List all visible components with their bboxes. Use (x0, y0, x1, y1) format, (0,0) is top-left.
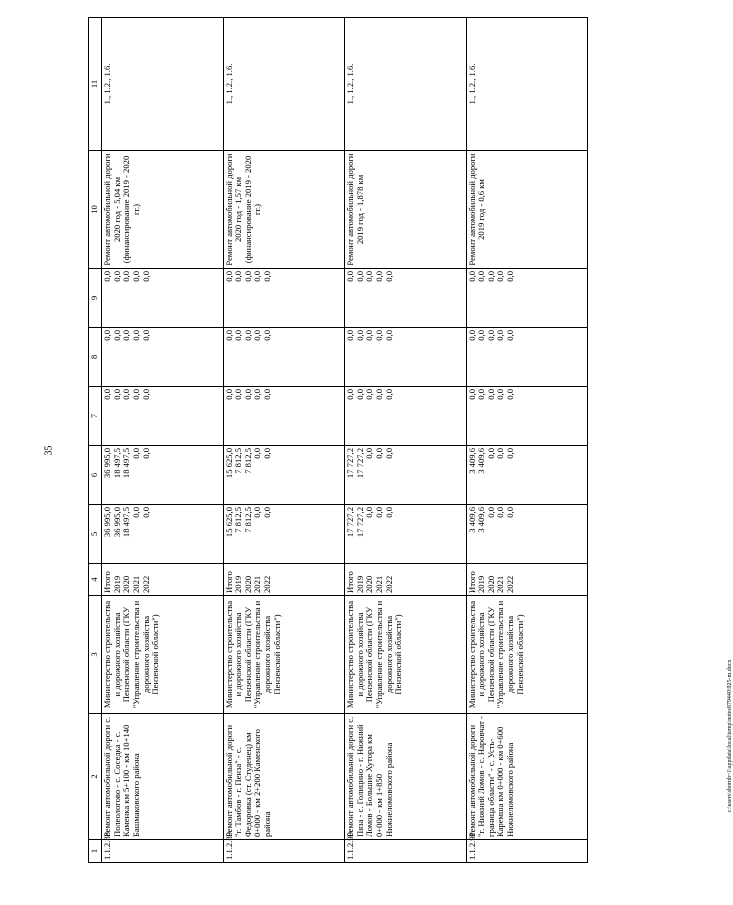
col8-values-value: 0,0 (476, 330, 487, 341)
col6-values-value: 0,0 (130, 448, 141, 459)
col8-values-value: 0,0 (233, 330, 244, 341)
col5-values-value: 0,0 (505, 507, 515, 518)
row-number: 1.1.2.89. (223, 840, 345, 863)
column-number-8: 8 (89, 328, 102, 387)
indicator-reference: 1., 1.2., 1.6. (466, 18, 588, 151)
col5-values-value: 36 995,0 (111, 507, 122, 538)
expected-result: Ремонт автомобильной дороги 2020 год - 1,57 км (финансирование 2019 - 2020 гг.) (223, 151, 345, 269)
col8-values-value: 0,0 (495, 330, 506, 341)
col6-values-value: 18 497,5 (111, 448, 122, 479)
col5-values-value: 15 625,0 (223, 507, 234, 538)
col9-values (466, 269, 588, 328)
table-row (223, 18, 345, 863)
col8-values-value: 0,0 (364, 330, 375, 341)
column-number-9: 9 (89, 269, 102, 328)
col7-values-value: 0,0 (111, 389, 122, 400)
years-list-value: 2021 (252, 575, 263, 593)
col8-values-value: 0,0 (383, 330, 394, 341)
object-name: Ремонт автомобильной дороги "г. Тамбов - г. Пенза" - с. Федоровка (ст. Студенец) км 0+000 - км 2+200 Каменского района (223, 714, 345, 840)
column-number-3: 3 (89, 596, 102, 714)
col5-values-value: 0,0 (495, 507, 506, 518)
years-list-value: 2019 (233, 575, 244, 593)
col9-values-value: 0,0 (130, 271, 141, 282)
col9-values-value: 0,0 (233, 271, 244, 282)
col7-values-value: 0,0 (345, 389, 355, 400)
col6-values-value: 0,0 (383, 448, 394, 459)
years-list-value: 2021 (495, 575, 506, 593)
years-list-value: 2022 (140, 575, 151, 593)
col5-values (345, 505, 467, 564)
column-number-7: 7 (89, 387, 102, 446)
col6-values (345, 446, 467, 505)
col9-values (102, 269, 224, 328)
col8-values-value: 0,0 (121, 330, 132, 341)
years-list-value: 2022 (383, 575, 394, 593)
column-number-11: 11 (89, 18, 102, 151)
col5-values-value: 0,0 (140, 507, 151, 518)
col6-values-value: 7 812,5 (233, 448, 244, 474)
col7-values-value: 0,0 (130, 389, 141, 400)
program-table (88, 17, 588, 863)
col5-values-value: 3 409,6 (476, 507, 487, 533)
col5-values-value: 0,0 (364, 507, 375, 518)
years-list-value: 2020 (485, 575, 496, 593)
col5-values-value: 0,0 (130, 507, 141, 518)
col9-values-value: 0,0 (495, 271, 506, 282)
years-list-value: 2020 (364, 575, 375, 593)
col9-values-value: 0,0 (485, 271, 496, 282)
col6-values-value: 0,0 (364, 448, 375, 459)
col6-values-value: 0,0 (485, 448, 496, 459)
expected-result: Ремонт автомобильной дороги 2019 год - 0,6 км (466, 151, 588, 269)
indicator-reference: 1., 1.2., 1.6. (102, 18, 224, 151)
executor: Министерство строительства и дорожного хозяйства Пензенской области (ГКУ "Управление строительства и дорожного хозяйства Пензенской области") (223, 596, 345, 714)
col7-values (345, 387, 467, 446)
column-number-5: 5 (89, 505, 102, 564)
col5-values-value: 7 812,5 (233, 507, 244, 533)
col5-values-value: 0,0 (485, 507, 496, 518)
col9-values-value: 0,0 (140, 271, 151, 282)
col9-values-value: 0,0 (121, 271, 132, 282)
years-list-value: Итого (466, 571, 477, 593)
years-list-value: Итого (223, 571, 234, 593)
col6-values-value: 0,0 (373, 448, 384, 459)
col5-values-value: 0,0 (252, 507, 263, 518)
col8-values-value: 0,0 (223, 330, 234, 341)
col8-values-value: 0,0 (373, 330, 384, 341)
col7-values-value: 0,0 (373, 389, 384, 400)
years-list-value: 2020 (121, 575, 132, 593)
col7-values-value: 0,0 (505, 389, 515, 400)
object-name: Ремонт автомобильной дороги "г. Нижний Ломов - с. Наровчат - граница области" - с. Усть-Каремша км 0+000 - км 0+600 Нижнеломовского района (466, 714, 588, 840)
col8-values-value: 0,0 (262, 330, 272, 341)
expected-result: Ремонт автомобильной дороги 2019 год - 1,878 км (345, 151, 467, 269)
col6-values-value: 17 727,2 (345, 448, 355, 479)
years-list-value: 2021 (130, 575, 141, 593)
col6-values-value: 36 995,0 (102, 448, 112, 479)
col9-values-value: 0,0 (476, 271, 487, 282)
col8-values (223, 328, 345, 387)
col6-values-value: 18 497,5 (121, 448, 132, 479)
years-list-value: 2019 (354, 575, 365, 593)
object-name: Ремонт автомобильной дороги с. Пяза - с. Голицино - г. Нижний Ломов - Большие Хутора км 0+000 - км 1+850 Нижнеломовского района (345, 714, 467, 840)
executor: Министерство строительства и дорожного хозяйства Пензенской области (ГКУ "Управление строительства и дорожного хозяйства Пензенской области") (345, 596, 467, 714)
col8-values-value: 0,0 (485, 330, 496, 341)
column-number-6: 6 (89, 446, 102, 505)
col5-values-value: 0,0 (383, 507, 394, 518)
col5-values-value: 17 727,2 (354, 507, 365, 538)
expected-result: Ремонт автомобильной дороги 2020 год - 5,04 км (финансирование 2019 - 2020 гг.) (102, 151, 224, 269)
col8-values-value: 0,0 (242, 330, 253, 341)
col5-values-value: 0,0 (262, 507, 272, 518)
col8-values-value: 0,0 (252, 330, 263, 341)
years-list-value: 2019 (111, 575, 122, 593)
column-number-2: 2 (89, 714, 102, 840)
col9-values-value: 0,0 (111, 271, 122, 282)
col6-values-value: 0,0 (505, 448, 515, 459)
col6-values-value: 17 727,2 (354, 448, 365, 479)
col8-values-value: 0,0 (102, 330, 112, 341)
table-row (345, 18, 467, 863)
col8-values-value: 0,0 (466, 330, 477, 341)
years-list-value: 2022 (262, 575, 272, 593)
column-number-4: 4 (89, 564, 102, 596)
years-list (223, 564, 345, 596)
executor: Министерство строительства и дорожного хозяйства Пензенской области (ГКУ "Управление строительства и дорожного хозяйства Пензенской области") (466, 596, 588, 714)
col5-values (223, 505, 345, 564)
col7-values-value: 0,0 (476, 389, 487, 400)
row-number: 1.1.2.91. (466, 840, 588, 863)
footer-file-path: c:\users\sbornb~1\appdata\local\temp\notes879440\925-m.docx (727, 659, 733, 813)
table-row (102, 18, 224, 863)
col7-values-value: 0,0 (485, 389, 496, 400)
indicator-reference: 1., 1.2., 1.6. (223, 18, 345, 151)
col8-values-value: 0,0 (345, 330, 355, 341)
table-body (89, 18, 588, 863)
years-list-value: 2022 (505, 575, 515, 593)
years-list-value: 2020 (242, 575, 253, 593)
years-list (466, 564, 588, 596)
rotated-table-wrapper (88, 18, 588, 863)
years-list-value: Итого (102, 571, 112, 593)
col5-values-value: 18 497,5 (121, 507, 132, 538)
col6-values-value: 3 409,6 (476, 448, 487, 474)
col5-values-value: 7 812,5 (242, 507, 253, 533)
col9-values-value: 0,0 (102, 271, 112, 282)
col6-values-value: 0,0 (252, 448, 263, 459)
col5-values (466, 505, 588, 564)
col9-values-value: 0,0 (466, 271, 477, 282)
col9-values-value: 0,0 (345, 271, 355, 282)
col9-values-value: 0,0 (373, 271, 384, 282)
col7-values-value: 0,0 (252, 389, 263, 400)
col9-values-value: 0,0 (364, 271, 375, 282)
col9-values-value: 0,0 (252, 271, 263, 282)
executor: Министерство строительства и дорожного хозяйства Пензенской области (ГКУ "Управление строительства и дорожного хозяйства Пензенской области") (102, 596, 224, 714)
col8-values-value: 0,0 (111, 330, 122, 341)
years-list-value: 2019 (476, 575, 487, 593)
col5-values-value: 36 995,0 (102, 507, 112, 538)
col9-values-value: 0,0 (505, 271, 515, 282)
col7-values-value: 0,0 (495, 389, 506, 400)
col7-values-value: 0,0 (262, 389, 272, 400)
col5-values (102, 505, 224, 564)
col7-values-value: 0,0 (233, 389, 244, 400)
row-number: 1.1.2.88. (102, 840, 224, 863)
column-number-row (89, 18, 102, 863)
years-list (102, 564, 224, 596)
col7-values-value: 0,0 (364, 389, 375, 400)
col9-values-value: 0,0 (383, 271, 394, 282)
col6-values-value: 0,0 (140, 448, 151, 459)
col8-values (466, 328, 588, 387)
col8-values-value: 0,0 (505, 330, 515, 341)
col7-values-value: 0,0 (383, 389, 394, 400)
col7-values (223, 387, 345, 446)
col7-values (466, 387, 588, 446)
col5-values-value: 0,0 (373, 507, 384, 518)
column-number-10: 10 (89, 151, 102, 269)
col8-values-value: 0,0 (354, 330, 365, 341)
col9-values-value: 0,0 (354, 271, 365, 282)
col9-values (223, 269, 345, 328)
col6-values-value: 7 812,5 (242, 448, 253, 474)
col7-values-value: 0,0 (102, 389, 112, 400)
col9-values-value: 0,0 (262, 271, 272, 282)
indicator-reference: 1., 1.2., 1.6. (345, 18, 467, 151)
col7-values (102, 387, 224, 446)
col6-values-value: 3 409,6 (466, 448, 477, 474)
col6-values-value: 15 625,0 (223, 448, 234, 479)
years-list-value: Итого (345, 571, 355, 593)
col8-values (345, 328, 467, 387)
col8-values-value: 0,0 (140, 330, 151, 341)
col9-values-value: 0,0 (242, 271, 253, 282)
table-row (466, 18, 588, 863)
col7-values-value: 0,0 (140, 389, 151, 400)
col6-values-value: 0,0 (495, 448, 506, 459)
col7-values-value: 0,0 (121, 389, 132, 400)
col7-values-value: 0,0 (223, 389, 234, 400)
col5-values-value: 3 409,6 (466, 507, 477, 533)
col9-values-value: 0,0 (223, 271, 234, 282)
col6-values-value: 0,0 (262, 448, 272, 459)
col6-values (102, 446, 224, 505)
col6-values (466, 446, 588, 505)
col9-values (345, 269, 467, 328)
row-number: 1.1.2.90. (345, 840, 467, 863)
years-list (345, 564, 467, 596)
col7-values-value: 0,0 (466, 389, 477, 400)
col8-values-value: 0,0 (130, 330, 141, 341)
object-name: Ремонт автомобильной дороги с. Полеологово - с. Соседка - с. Каменка км 5+100 - км 10+140 Башмаковского района (102, 714, 224, 840)
years-list-value: 2021 (373, 575, 384, 593)
col6-values (223, 446, 345, 505)
col5-values-value: 17 727,2 (345, 507, 355, 538)
col8-values (102, 328, 224, 387)
col7-values-value: 0,0 (242, 389, 253, 400)
column-number-1: 1 (89, 840, 102, 863)
col7-values-value: 0,0 (354, 389, 365, 400)
page-number: 35 (43, 445, 55, 456)
